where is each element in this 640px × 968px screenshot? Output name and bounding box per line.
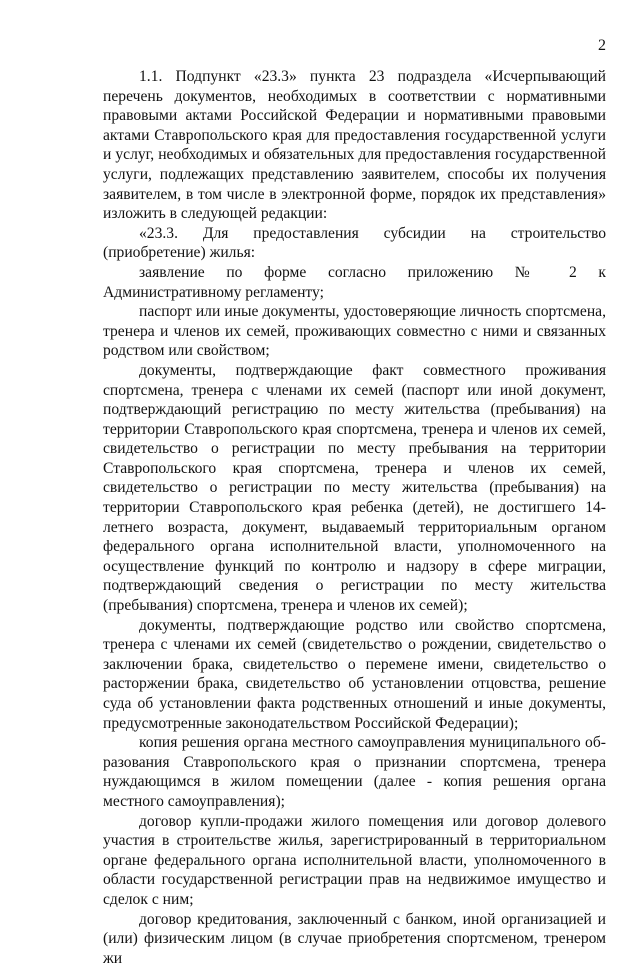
paragraph-amendment-intro: 1.1. Подпункт «23.3» пункта 23 подраздела «Исчерпывающий перечень документов, необходимых в соответствии с нормативными правовыми актами Российской Федерации и нормативными правовыми актами Ставропольского края для предоставления государственной услуги и услуг, необходимых и обязательных для предоставления государственной услуги, подлежащих представлению заявителем, способы их получения заявителем, в том числе в электронной форме, порядок их представления» изложить в следующей редакции: <box>103 68 606 223</box>
paragraph-subsidy-heading: «23.3. Для предоставления субсидии на строительство (приобретение) жилья: <box>103 224 606 262</box>
paragraph-credit-agreement: договор кредитования, заключенный с банком, иной организацией и (или) физическим лицом (в случае приобретения спортсменом, тренером жи <box>103 910 606 967</box>
paragraph-kinship-documents: документы, подтверждающие родство или свойство спортсмена, тренера с членами их семей (свидетельство о рождении, свидетельство о заключении брака, свидетельство о перемене имени, свидетельство о расторжении брака, свидетельство об установлении отцовства, решение суда об установлении факта родственных отношений и иные документы, предусмотренные законодательством Российской Федерации); <box>103 616 606 732</box>
document-body <box>103 67 606 968</box>
paragraph-application-form: заявление по форме согласно приложению № 2 к Административному регламенту; <box>103 263 606 301</box>
paragraph-passport: паспорт или иные документы, удостоверяющие личность спортсмена, тренера и членов их семей, проживающих совместно с ними и связанных родством или свойством; <box>103 303 606 360</box>
paragraph-purchase-contract: договор купли-продажи жилого помещения или договор долевого участия в строительстве жилья, зарегистрированный в территориальном органе федерального органа исполнительной власти, уполномоченного в области государственной регистрации прав на недвижимое имущество и сделок с ним; <box>103 812 606 908</box>
page-number: 2 <box>598 37 606 54</box>
paragraph-cohabitation-documents: документы, подтверждающие факт совместного проживания спортсмена, тренера с членами их семей (паспорт или иной документ, подтверждающий регистрацию по месту жительства (пребывания) на территории Ставропольского края спортсмена, тренера и членов их семей, свидетельство о регистрации по месту пребывания на территории Ставропольского края спортсмена, тренера и членов их семей, свидетельство о регистрации по месту жительства (пребывания) на территории Ставропольского края ребенка (детей), не достигшего 14-летнего возраста, документ, выдаваемый территориальным органом федерального органа исполнительной власти, уполномоченного на осуществление функций по контролю и надзору в сфере миграции, подтверждающий сведения о регистрации по месту жительства (пребывания) спортсмена, тренера и членов их семей); <box>103 361 606 615</box>
paragraph-local-government-decision: копия решения органа местного самоуправления муниципального образования Ставропольского края о признании спортсмена, тренера нуждающимся в жилом помещении (далее - копия решения органа местного самоуправления); <box>103 734 606 810</box>
